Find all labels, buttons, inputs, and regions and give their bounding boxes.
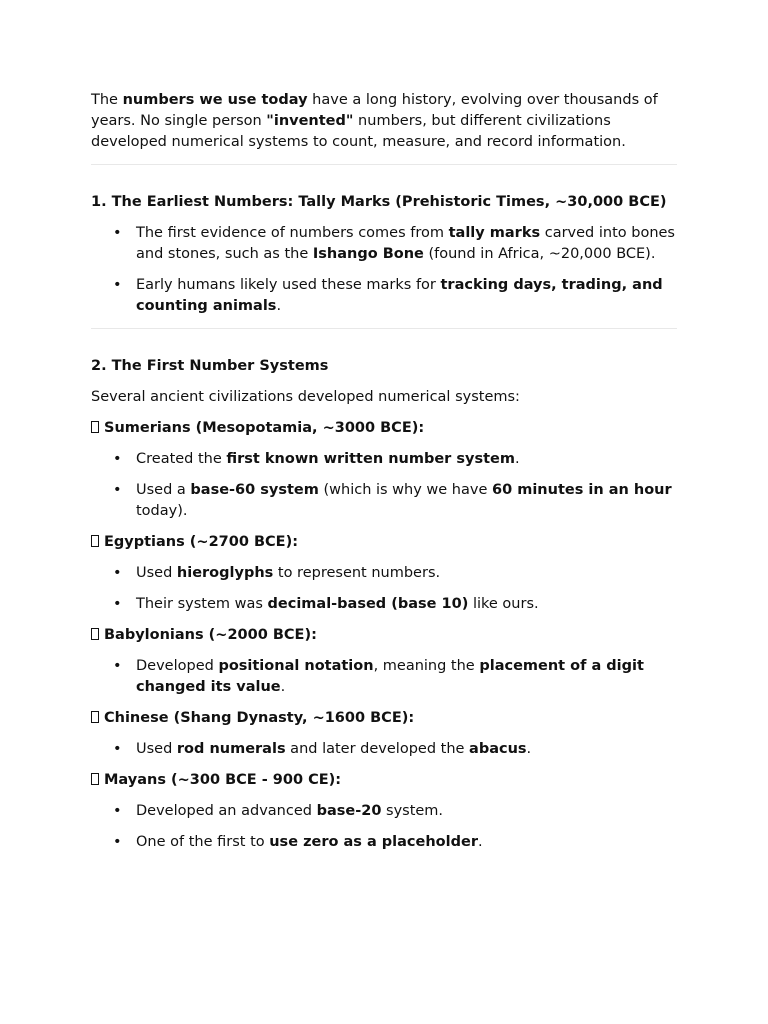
missing-glyph-icon <box>91 535 99 547</box>
list-item: • Used a base-60 system (which is why we have 60 minutes in an hour today). <box>91 480 677 522</box>
missing-glyph-icon <box>91 421 99 433</box>
mayans-list <box>91 801 677 853</box>
list-item: • One of the first to use zero as a placeholder. <box>91 832 677 853</box>
list-item: • Developed an advanced base-20 system. <box>91 801 677 822</box>
civilization-heading-chinese: Chinese (Shang Dynasty, ~1600 BCE): <box>91 708 677 729</box>
section1-list <box>91 223 677 317</box>
list-item: • Early humans likely used these marks for tracking days, trading, and counting animals. <box>91 275 677 317</box>
list-item: • The first evidence of numbers comes from tally marks carved into bones and stones, such as the Ishango Bone (found in Africa, ~20,000 BCE). <box>91 223 677 265</box>
divider <box>91 328 677 329</box>
missing-glyph-icon <box>91 711 99 723</box>
babylonians-list <box>91 656 677 698</box>
section2-heading: 2. The First Number Systems <box>91 358 329 374</box>
civilization-heading-egyptians: Egyptians (~2700 BCE): <box>91 532 677 553</box>
missing-glyph-icon <box>91 628 99 640</box>
civilization-heading-babylonians: Babylonians (~2000 BCE): <box>91 625 677 646</box>
list-item: • Created the first known written number system. <box>91 449 677 470</box>
missing-glyph-icon <box>91 773 99 785</box>
list-item: • Developed positional notation, meaning the placement of a digit changed its value. <box>91 656 677 698</box>
section2-intro: Several ancient civilizations developed numerical systems: <box>91 389 520 405</box>
egyptians-list <box>91 563 677 615</box>
chinese-list <box>91 739 677 760</box>
list-item: • Used rod numerals and later developed the abacus. <box>91 739 677 760</box>
civilization-heading-mayans: Mayans (~300 BCE - 900 CE): <box>91 770 677 791</box>
list-item: • Used hieroglyphs to represent numbers. <box>91 563 677 584</box>
civilization-heading-sumerians: Sumerians (Mesopotamia, ~3000 BCE): <box>91 418 677 439</box>
divider <box>91 164 677 165</box>
sumerians-list <box>91 449 677 522</box>
section1-heading: 1. The Earliest Numbers: Tally Marks (Prehistoric Times, ~30,000 BCE) <box>91 194 667 210</box>
intro-paragraph: The numbers we use today have a long history, evolving over thousands of years. No single person "invented" numbers, but different civilizations developed numerical systems to count, measure, and record information. <box>91 92 658 150</box>
list-item: • Their system was decimal-based (base 10) like ours. <box>91 594 677 615</box>
